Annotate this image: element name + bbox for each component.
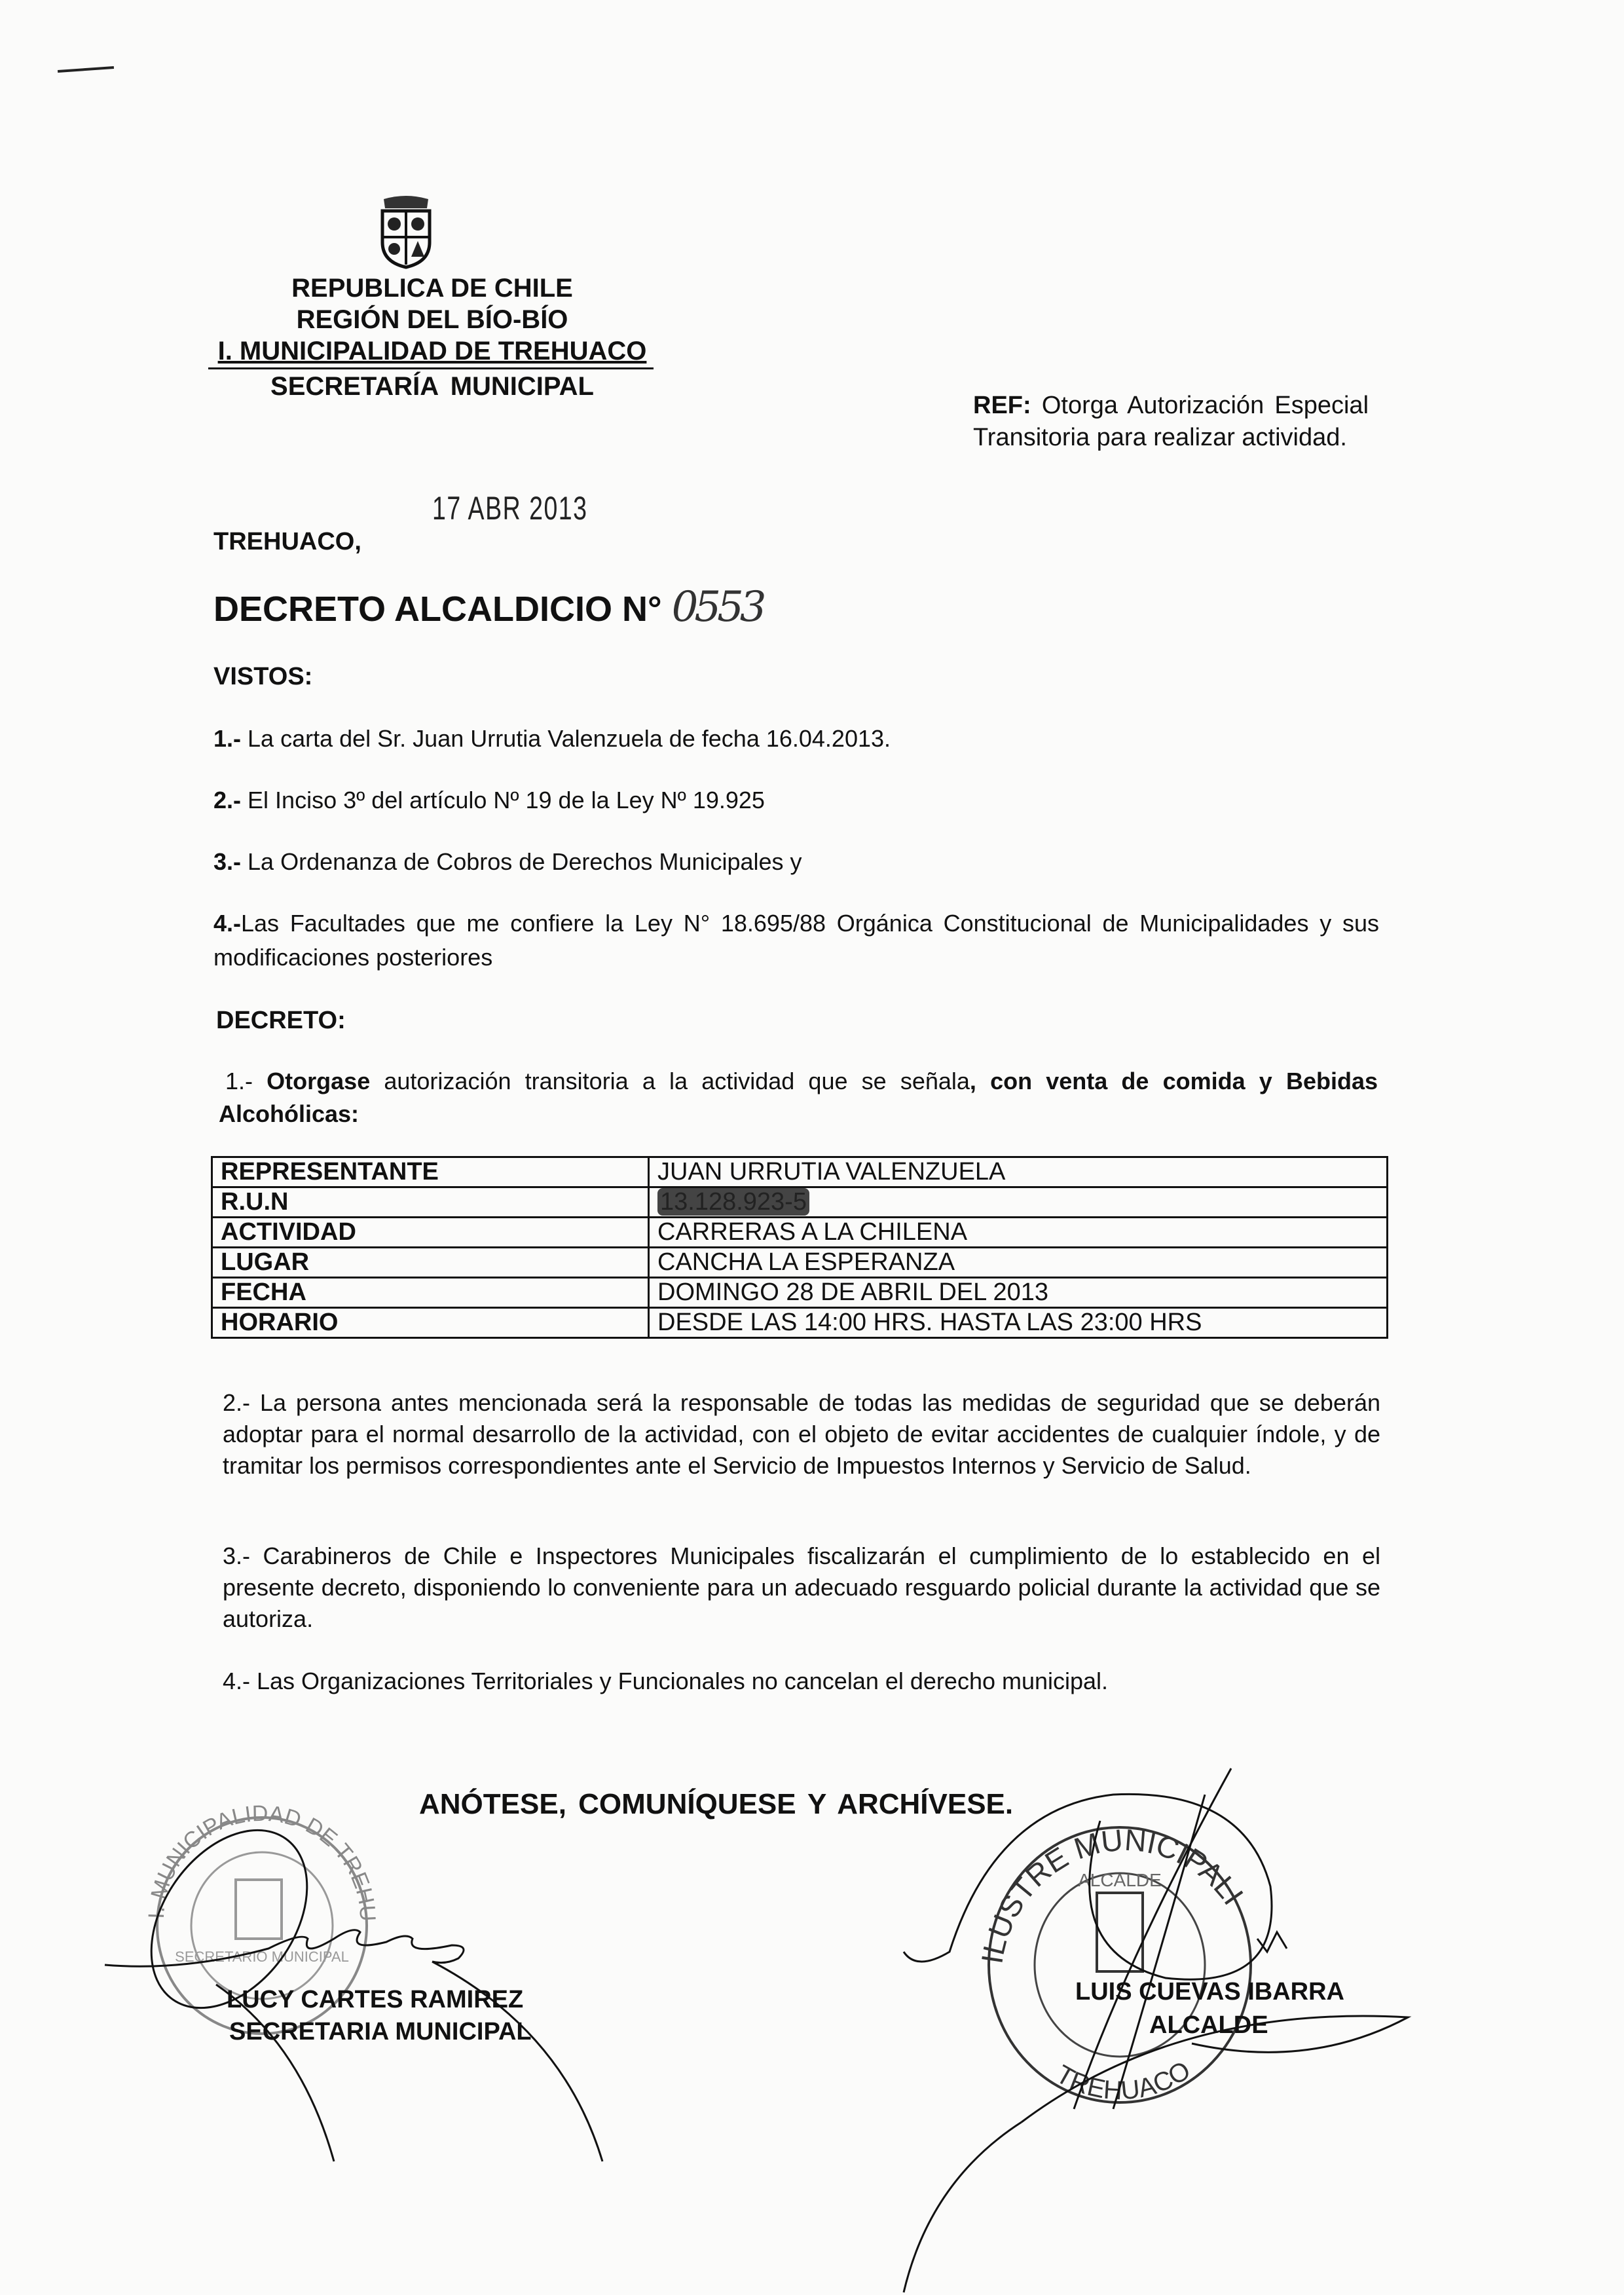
seal-text: ILUSTRE MUNICIPALIDAD [945,1741,1251,1966]
table-row [212,1187,1388,1218]
point-bold: , con venta de comida y Bebidas Alcohólicas: [219,1068,1378,1127]
row-value: DOMINGO 28 DE ABRIL DEL 2013 [649,1278,1388,1308]
item-number: 4.- [213,910,242,937]
seal-bottom-text: TREHUACO [1051,2055,1196,2106]
item-number: 3.- [213,848,242,875]
ref-block [973,390,1369,454]
vistos-item [213,722,1379,756]
vistos-heading: VISTOS: [213,663,313,690]
pen-mark [58,66,114,73]
row-label: FECHA [212,1278,649,1308]
table-row [212,1308,1388,1338]
decreto-point-3: 3.- Carabineros de Chile e Inspectores Municipales fiscalizarán el cumplimiento de lo establecido en el presente decreto, disponiendo lo conveniente para un adecuado resguardo policial durante la actividad que se autoriza. [223,1542,1380,1632]
item-text: El Inciso 3º del artículo Nº 19 de la Ley Nº 19.925 [248,787,765,813]
mayor-signature [655,1755,1441,2292]
row-label: HORARIO [212,1308,649,1338]
decreto-heading: DECRETO: [216,1007,346,1034]
header-region: REGIÓN DEL BÍO-BÍO [296,305,568,334]
header-municipalidad: I. MUNICIPALIDAD DE TREHUACO [217,337,647,365]
row-value: CANCHA LA ESPERANZA [649,1248,1388,1278]
decreto-point-2: 2.- La persona antes mencionada será la responsable de todas las medidas de seguridad que se deberán adoptar para el normal desarrollo de la actividad, con el objeto de evitar accidentes de cualquier índole, y de tramitar los permisos correspondientes ante el Servicio de Impuestos Internos y Servicio de Salud. [223,1389,1380,1479]
row-value: CARRERAS A LA CHILENA [649,1218,1388,1248]
row-label: LUGAR [212,1248,649,1278]
header-republica: REPUBLICA DE CHILE [291,274,573,303]
title-text: DECRETO ALCALDICIO N° [213,589,662,629]
table-row [212,1218,1388,1248]
point-bold: Otorgase [267,1068,371,1094]
header-divider [208,367,654,369]
item-text: Las Facultades que me confiere la Ley N° 18.695/88 Orgánica Constitucional de Municipalidades y sus modificaciones posteriores [213,910,1379,971]
redacted-run: 13.128.923-5 [657,1188,809,1216]
row-value [649,1187,1388,1218]
point-text: autorización transitoria a la actividad que se señala [370,1068,970,1094]
item-number: 1.- [213,725,242,752]
mayor-role: ALCALDE [1149,2011,1268,2039]
decreto-point-4: 4.- Las Organizaciones Territoriales y Funcionales no cancelan el derecho municipal. [223,1668,1109,1694]
row-value: JUAN URRUTIA VALENZUELA [649,1157,1388,1187]
vistos-item [213,845,1379,879]
vistos-item [213,906,1379,975]
table-row [212,1248,1388,1278]
date-stamp: 17 ABR 2013 [432,490,588,527]
page-title [213,583,763,631]
row-label: ACTIVIDAD [212,1218,649,1248]
secretary-role: SECRETARIA MUNICIPAL [229,2018,532,2045]
seal-inner-text: ALCALDE [1078,1870,1162,1890]
row-value: DESDE LAS 14:00 HRS. HASTA LAS 23:00 HRS [649,1308,1388,1338]
item-number: 2.- [213,787,242,813]
seal-text: I. MUNICIPALIDAD DE TREHUACO [128,1782,380,1922]
item-text: La carta del Sr. Juan Urrutia Valenzuela de fecha 16.04.2013. [248,725,891,752]
ref-text: Otorga Autorización Especial Transitoria para realizar actividad. [973,392,1369,451]
coat-of-arms-icon [375,196,437,269]
header-secretaria: SECRETARÍA MUNICIPAL [270,372,594,401]
mayor-name: LUIS CUEVAS IBARRA [1075,1978,1344,2006]
vistos-item [213,783,1379,817]
place-label: TREHUACO, [213,528,361,555]
row-label: REPRESENTANTE [212,1157,649,1187]
row-label: R.U.N [212,1187,649,1218]
point-number: 1.- [225,1068,253,1094]
table-row [212,1157,1388,1187]
table-row [212,1278,1388,1308]
closing-formula: ANÓTESE, COMUNÍQUESE Y ARCHÍVESE. [419,1788,1014,1820]
activity-table [211,1156,1388,1339]
handwritten-decree-number: 0553 [671,583,763,631]
decreto-point-1 [219,1065,1378,1130]
item-text: La Ordenanza de Cobros de Derechos Municipales y [248,848,802,875]
secretary-name: LUCY CARTES RAMIREZ [227,1986,524,2013]
ref-label: REF: [973,392,1031,419]
seal-inner-text: SECRETARIO MUNICIPAL [175,1949,349,1965]
